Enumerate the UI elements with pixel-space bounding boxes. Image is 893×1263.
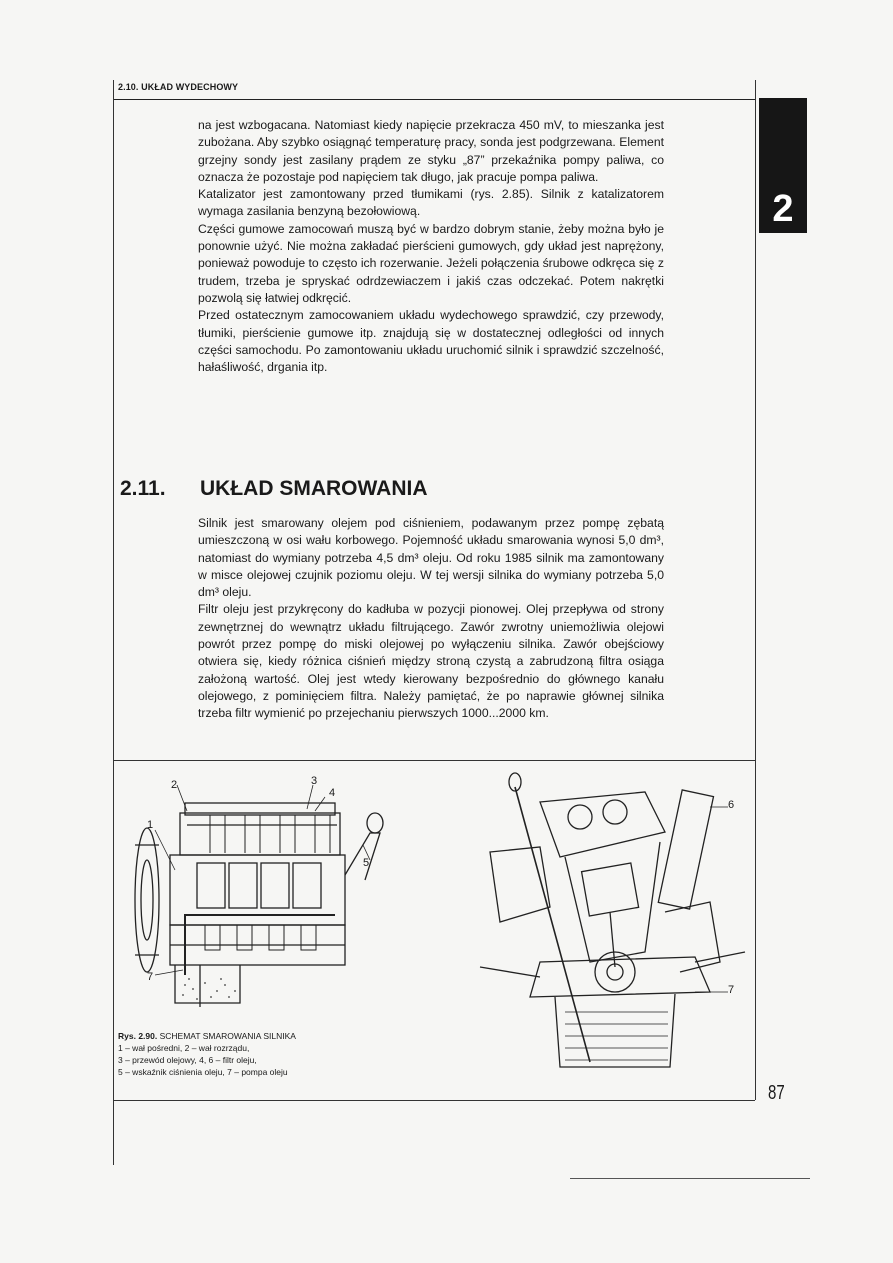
callout-label: 5: [363, 857, 370, 869]
footer-rule: [113, 1100, 755, 1101]
page-number: 87: [768, 1082, 785, 1104]
section-title: UKŁAD SMAROWANIA: [200, 477, 428, 500]
paragraph: Katalizator jest zamontowany przed tłumikami (rys. 2.85). Silnik z katalizatorem wymaga zasilania benzyną bezołowiową.: [198, 187, 664, 219]
paragraph: Części gumowe zamocowań muszą być w bardzo dobrym stanie, żeby można było je ponownie użyć. Nie można zakładać pierścieni gumowych, gdy układ jest naprężony, ponieważ powoduje to często ich rozerwanie. Jeżeli połączenia śrubowe odkręca się z trudem, trzeba je spryskać odrdzewiaczem i jakiś czas odczekać. Potem nakrętki pozwolą się łatwiej odkręcić.: [198, 221, 664, 305]
engine-side-section-illustration: [125, 775, 425, 1020]
engine-cross-section-illustration: [470, 762, 750, 1092]
left-margin-rule: [113, 80, 114, 1165]
caption-legend-line: 5 – wskaźnik ciśnienia oleju, 7 – pompa oleju: [118, 1067, 288, 1077]
chapter-number: 2: [772, 188, 794, 230]
caption-title-line: [118, 1030, 378, 1042]
callout-label: 7: [728, 984, 735, 996]
section-2-11-text: [198, 515, 664, 723]
paragraph: Przed ostatecznym zamocowaniem układu wydechowego sprawdzić, czy przewody, tłumiki, pierścienie gumowe itp. znajdują się w dostatecznej odległości od innych części samochodu. Po zamontowaniu układu uruchomić silnik i sprawdzić szczelność, hałaśliwość, drgania itp.: [198, 308, 664, 375]
figure-caption: [118, 1030, 378, 1078]
paragraph: na jest wzbogacana. Natomiast kiedy napięcie przekracza 450 mV, to mieszanka jest zubożana. Aby szybko osiągnąć temperaturę pracy, sonda jest podgrzewana. Element grzejny sondy jest zasilany prądem ze styku „87” przekaźnika pompy paliwa, co oznacza że pozostaje pod napięciem tak długo, jak pracuje pompa paliwa.: [198, 118, 664, 184]
header-rule: [113, 99, 755, 100]
caption-title: SCHEMAT SMAROWANIA SILNIKA: [159, 1031, 296, 1041]
figure-top-rule: [113, 760, 755, 761]
paragraph: Silnik jest smarowany olejem pod ciśnieniem, podawanym przez pompę zębatą umieszczoną w osi wału korbowego. Pojemność układu smarowania wynosi 5,0 dm³, natomiast do wymiany potrzeba 4,5 dm³ oleju. Od roku 1985 silnik ma zamontowany w misce olejowej czujnik poziomu oleju. W tej wersji silnika do wymiany potrzeba 5,0 dm³ oleju.: [198, 516, 664, 600]
running-head: 2.10. UKŁAD WYDECHOWY: [118, 82, 239, 92]
caption-legend-line: 3 – przewód olejowy, 4, 6 – filtr oleju,: [118, 1055, 257, 1065]
caption-label: Rys. 2.90.: [118, 1031, 158, 1041]
callout-label: 1: [147, 819, 154, 831]
callout-label: 2: [171, 779, 178, 791]
callout-label: 4: [329, 787, 336, 799]
chapter-tab: [759, 98, 807, 233]
callout-label: 7: [147, 971, 154, 983]
footer-short-rule: [570, 1178, 810, 1179]
caption-legend-line: 1 – wał pośredni, 2 – wał rozrządu,: [118, 1043, 250, 1053]
right-margin-rule: [755, 80, 756, 1100]
section-number: 2.11.: [120, 477, 166, 500]
callout-label: 6: [728, 799, 735, 811]
callout-label: 3: [311, 775, 318, 787]
section-2-10-text: [198, 117, 664, 376]
paragraph: Filtr oleju jest przykręcony do kadłuba w pozycji pionowej. Olej przepływa od strony zewnętrznej do wewnątrz układu filtrującego. Zawór zwrotny uniemożliwia olejowi powrót przez pompę do miski olejowej po wyłączeniu silnika. Zawór obejściowy otwiera się, kiedy różnica ciśnień między stroną czystą a zabrudzoną filtra osiąga założoną wartość. Olej jest wtedy kierowany bezpośrednio do głównego kanału olejowego, z pominięciem filtra. Należy pamiętać, że po naprawie głównej silnika trzeba filtr wymienić po przejechaniu pierwszych 1000...2000 km.: [198, 602, 664, 721]
